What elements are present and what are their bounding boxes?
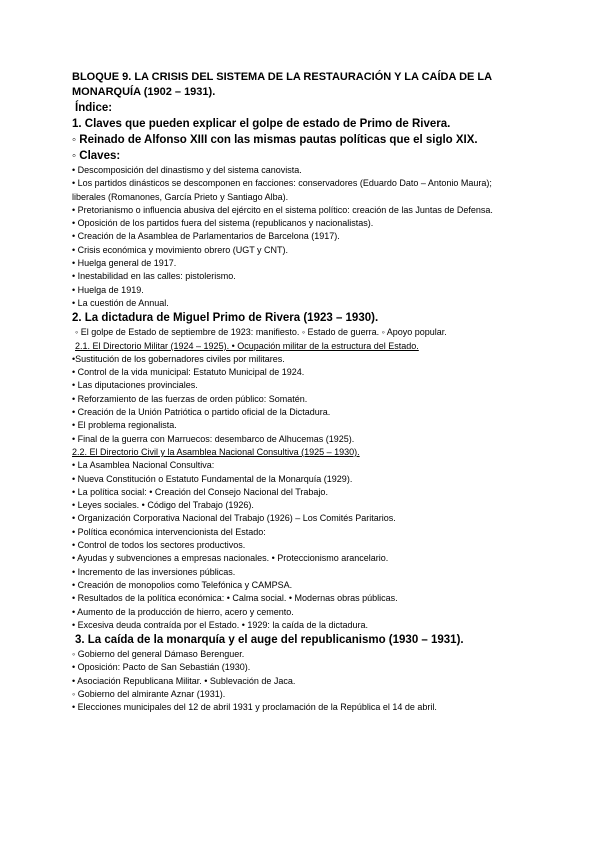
list-item: • Las diputaciones provinciales. (72, 380, 198, 391)
section-2-heading: 2. La dictadura de Miguel Primo de Rivera (1923 – 1930). (72, 312, 379, 325)
list-item: • Final de la guerra con Marruecos: desembarco de Alhucemas (1925). (72, 433, 355, 444)
list-item: • Los partidos dinásticos se descomponen en facciones: conservadores (Eduardo Dato – Antonio Maura); liberales (Romanones, García Prieto y Santiago Alba). (72, 178, 492, 202)
list-item: • Resultados de la política económica: • Calma social. • Modernas obras públicas. (72, 593, 398, 604)
list-item: • Asociación Republicana Militar. • Sublevación de Jaca. (72, 675, 296, 686)
subsection-2-1-heading: 2.1. El Directorio Militar (1924 – 1925). • Ocupación militar de la estructura del Estado. (75, 340, 419, 351)
section-2-intro: ◦ El golpe de Estado de septiembre de 1923: manifiesto. ◦ Estado de guerra. ◦ Apoyo popular. (75, 327, 447, 338)
list-item: ◦ Gobierno del general Dámaso Berenguer. (72, 649, 245, 660)
list-item: • Inestabilidad en las calles: pistolerismo. (72, 271, 236, 282)
subsection-2-1-list (72, 353, 524, 446)
list-item: • Incremento de las inversiones públicas. (72, 566, 236, 577)
list-item: • Control de la vida municipal: Estatuto Municipal de 1924. (72, 367, 305, 378)
list-item: • La cuestión de Annual. (72, 297, 169, 308)
list-item: • La Asamblea Nacional Consultiva: (72, 460, 215, 471)
list-item: • Aumento de la producción de hierro, acero y cemento. (72, 606, 294, 617)
section-1-list (72, 164, 524, 310)
list-item: • Organización Corporativa Nacional del Trabajo (1926) – Los Comités Paritarios. (72, 513, 396, 524)
index-heading: Índice: (75, 102, 113, 114)
list-item: • Huelga general de 1917. (72, 258, 177, 269)
list-item: •Sustitución de los gobernadores civiles por militares. (72, 353, 285, 364)
subsection-2-2-list (72, 459, 524, 632)
list-item: • Pretorianismo o influencia abusiva del ejército en el sistema político: creación de las Juntas de Defensa. (72, 204, 493, 215)
list-item: • Reforzamiento de las fuerzas de orden público: Somatén. (72, 393, 308, 404)
section-1-subheading: ◦ Reinado de Alfonso XIII con las mismas pautas políticas que el siglo XIX. (72, 134, 478, 146)
document-body (72, 70, 524, 715)
list-item: • El problema regionalista. (72, 420, 177, 431)
list-item: • Ayudas y subvenciones a empresas nacionales. • Proteccionismo arancelario. (72, 553, 389, 564)
list-item: • Control de todos los sectores productivos. (72, 540, 246, 551)
subsection-2-2-heading: 2.2. El Directorio Civil y la Asamblea Nacional Consultiva (1925 – 1930). (72, 446, 360, 457)
list-item: • La política social: • Creación del Consejo Nacional del Trabajo. (72, 486, 328, 497)
section-3-list (72, 648, 524, 714)
list-item: • Elecciones municipales del 12 de abril 1931 y proclamación de la República el 14 de abril. (72, 702, 437, 713)
claves-heading: ◦ Claves: (72, 150, 121, 162)
list-item: • Oposición de los partidos fuera del sistema (republicanos y nacionalistas). (72, 218, 374, 229)
list-item: • Descomposición del dinastismo y del sistema canovista. (72, 165, 302, 175)
list-item: • Oposición: Pacto de San Sebastián (1930). (72, 662, 251, 673)
list-item: • Excesiva deuda contraída por el Estado. • 1929: la caída de la dictadura. (72, 619, 368, 630)
list-item: • Creación de monopolios como Telefónica y CAMPSA. (72, 579, 293, 590)
list-item: ◦ Gobierno del almirante Aznar (1931). (72, 688, 226, 699)
section-3-heading: 3. La caída de la monarquía y el auge del republicanismo (1930 – 1931). (75, 634, 464, 647)
list-item: • Nueva Constitución o Estatuto Fundamental de la Monarquía (1929). (72, 473, 353, 484)
document-title: BLOQUE 9. LA CRISIS DEL SISTEMA DE LA RESTAURACIÓN Y LA CAÍDA DE LA MONARQUÍA (1902 – 1931). (72, 71, 492, 98)
list-item: • Leyes sociales. • Código del Trabajo (1926). (72, 500, 254, 511)
list-item: • Política económica intervencionista del Estado: (72, 526, 266, 537)
list-item: • Creación de la Unión Patriótica o partido oficial de la Dictadura. (72, 407, 331, 418)
list-item: • Crisis económica y movimiento obrero (UGT y CNT). (72, 244, 289, 255)
section-1-heading: 1. Claves que pueden explicar el golpe de estado de Primo de Rivera. (72, 118, 451, 130)
list-item: • Huelga de 1919. (72, 284, 144, 295)
list-item: • Creación de la Asamblea de Parlamentarios de Barcelona (1917). (72, 231, 340, 242)
